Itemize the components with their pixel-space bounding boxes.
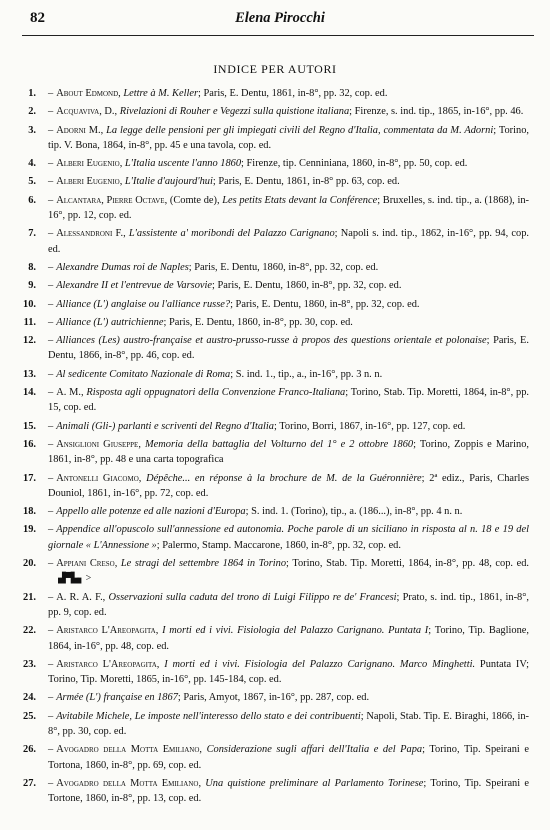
entry-number: 5.: [28, 176, 36, 188]
index-entry: [0, 742, 550, 773]
entry-dash: –: [48, 368, 54, 380]
entry-dash: –: [48, 298, 54, 310]
entry-separator: ,: [138, 438, 146, 450]
entry-details: ; Prato, s. ind. tip., 1861, in-8°, pp. 9, cop. ed.: [48, 591, 529, 618]
entry-number: 26.: [23, 744, 36, 756]
ink-stain-mark: ▟▀▙▖ ˃: [58, 573, 91, 585]
index-entry: [0, 278, 550, 293]
running-head: Elena Pirocchi: [235, 10, 325, 26]
entry-number: 17.: [23, 472, 36, 484]
index-entry: [0, 623, 550, 654]
entry-details: ; Paris, E. Dentu, 1860, in-8°, pp. 32, cop. ed.: [212, 280, 402, 292]
entry-title: Considerazione sugli affari dell'Italia e del Papa: [206, 744, 423, 756]
entry-dash: –: [48, 316, 54, 328]
entry-details: ; Torino, Tip. Speirani e Tortone, 1860, in-8°, pp. 13, cop. ed.: [48, 777, 530, 805]
entry-title: Osservazioni sulla caduta del trono di Luigi Filippo re de' Francesi: [108, 591, 397, 603]
entry-title: Avitabile Michele, Le imposte nell'interesso dello stato e dei contribuenti: [56, 710, 361, 722]
entry-title: Alexandre II et l'entrevue de Varsovie: [56, 280, 213, 292]
entry-separator: ,: [138, 472, 147, 484]
entry-title: Memoria della battaglia del Volturno del 1° e 2 ottobre 1860: [145, 438, 414, 450]
entry-separator: ,: [114, 106, 120, 118]
entry-title: Alliances (Les) austro-française et austro-prusso-russe à propos des questions orientale et polonaise: [56, 335, 487, 347]
entry-details: ; Paris, E. Dentu, 1861, in-8°, pp. 32, cop. ed.: [198, 88, 388, 99]
entry-title: Alexandre Dumas roi de Naples: [56, 261, 189, 273]
index-entry: [0, 709, 550, 740]
entry-title: Una quistione preliminare al Parlamento Torinese: [205, 777, 424, 789]
entry-dash: –: [48, 506, 54, 518]
entry-title: La legge delle pensioni per gli impiegati civili del Regno d'Italia, commentata da M. Adorni: [106, 124, 494, 136]
entry-dash: –: [48, 591, 54, 603]
entry-title: L'Italia uscente l'anno 1860: [124, 158, 242, 170]
entry-title: L'assistente a' moribondi del Palazzo Carignano: [128, 228, 335, 240]
entry-title: Animali (Gli-) parlanti e scriventi del Regno d'Italia: [56, 420, 274, 432]
entry-dash: –: [48, 387, 54, 399]
index-entry: [0, 419, 550, 434]
entry-dash: –: [48, 438, 54, 450]
entry-details: ; 2ª ediz., Paris, Charles Douniol, 1861, in-16°, pp. 72, cop. ed.: [48, 472, 529, 499]
entry-dash: –: [48, 335, 54, 347]
entry-number: 13.: [23, 368, 36, 380]
entry-author: Antonelli Giacomo: [56, 472, 139, 484]
index-entry: [0, 297, 550, 312]
entry-details: Puntata IV; Torino, Tip. Moretti, 1865, in-16°, pp. 145-184, cop. ed.: [48, 658, 529, 686]
entry-number: 10.: [23, 298, 36, 310]
entry-author: Alberi Eugenio: [56, 158, 120, 170]
entry-title: Les petits Etats devant la Conférence: [222, 194, 378, 206]
entry-prefix: A. R. A. F.,: [56, 591, 109, 603]
entry-number: 6.: [28, 194, 36, 206]
entry-number: 25.: [23, 710, 36, 722]
index-entry: [0, 437, 550, 468]
entry-number: 9.: [28, 280, 36, 292]
index-entry: [0, 367, 550, 382]
entry-details: ; Paris, E. Dentu, 1861, in-8° pp. 63, cop. ed.: [212, 176, 400, 188]
index-entry: [0, 556, 550, 587]
entry-number: 12.: [23, 335, 36, 347]
entry-number: 1.: [28, 88, 36, 99]
entry-details: ; Paris, Amyot, 1867, in-16°, pp. 287, cop. ed.: [177, 692, 370, 704]
entry-dash: –: [48, 194, 54, 206]
entry-separator: ,: [198, 777, 206, 789]
entry-title: Appendice all'opuscolo sull'annessione ed autonomia. Poche parole di un siciliano in risposta al n. 18 e 19 del giornale « L'Annessione »: [48, 524, 529, 551]
entry-dash: –: [48, 158, 54, 170]
index-entry: [0, 385, 550, 416]
entry-dash: –: [48, 558, 54, 570]
entry-number: 23.: [23, 658, 36, 670]
entry-title: I morti ed i vivi. Fisiologia del Palazzo Carignano. Marco Minghetti.: [164, 658, 476, 670]
entry-dash: –: [48, 710, 54, 722]
entry-number: 20.: [23, 558, 36, 570]
index-entry: [0, 226, 550, 257]
index-entry: [0, 174, 550, 189]
entry-author: Alcantara, Pierre Octave: [56, 194, 165, 206]
entry-details: ; Paris, E. Dentu, 1860, in-8°, pp. 32, cop. ed.: [230, 298, 420, 310]
entry-prefix: (Comte de),: [169, 194, 223, 206]
entry-dash: –: [48, 261, 54, 273]
index-entry: [0, 123, 550, 154]
entry-dash: –: [48, 658, 54, 670]
entry-title: Armée (L') française en 1867: [56, 692, 178, 704]
entry-dash: –: [48, 524, 54, 536]
entry-details: ; Torino, Tip. Baglione, 1864, in-16°, pp. 48, cop. ed.: [48, 625, 530, 652]
entry-number: 11.: [23, 316, 36, 328]
entry-separator: ,: [118, 88, 124, 99]
entry-number: 22.: [23, 625, 36, 637]
entry-dash: –: [48, 625, 54, 637]
entry-title: Alliance (L') anglaise ou l'alliance russe?: [56, 298, 231, 310]
entry-prefix: A. M.,: [56, 387, 87, 399]
entry-details: ; Napoli, Stab. Tip. E. Biraghi, 1866, in-8°, pp. 30, cop. ed.: [48, 710, 529, 738]
entry-dash: –: [48, 124, 54, 136]
entry-separator: ,: [119, 158, 125, 170]
entry-number: 24.: [23, 692, 36, 704]
entry-details: ; Torino, Stab. Tip. Moretti, 1864, in-8°, pp. 15, cop. ed.: [48, 387, 529, 414]
entry-title: Rivelazioni di Rouher e Vegezzi sulla quistione italiana: [119, 106, 350, 118]
entry-dash: –: [48, 472, 54, 484]
entry-dash: –: [48, 176, 54, 188]
entry-title: Risposta agli oppugnatori della Convenzione Franco-Italiana: [86, 387, 346, 399]
entry-number: 7.: [28, 228, 36, 240]
page-number: 82: [30, 10, 45, 26]
entry-number: 2.: [28, 106, 36, 118]
entry-author: About Edmond: [56, 88, 119, 99]
entry-details: ; Paris, E. Dentu, 1860, in-8°, pp. 30, cop. ed.: [163, 316, 353, 328]
entry-details: ; Palermo, Stamp. Maccarone, 1860, in-8°, pp. 32, cop. ed.: [156, 539, 401, 551]
entry-separator: ,: [164, 194, 170, 206]
page-header: [30, 10, 530, 30]
index-entry: [0, 333, 550, 364]
entry-author: Ansiglioni Giuseppe: [56, 438, 139, 450]
author-index-list: [0, 86, 550, 810]
entry-author: Appiani Creso: [56, 558, 115, 570]
entry-details: ; Torino, Borri, 1867, in-16°, pp. 127, cop. ed.: [274, 420, 466, 432]
entry-dash: –: [48, 420, 54, 432]
entry-author: Avogadro della Motta Emiliano: [56, 777, 199, 789]
entry-details: ; Torino, Zoppis e Marino, 1861, in-8°, pp. 48 e una carta topografica: [48, 438, 530, 466]
entry-details: ; Torino, Stab. Tip. Moretti, 1864, in-8°, pp. 48, cop. ed.: [286, 558, 530, 570]
entry-dash: –: [48, 777, 54, 789]
index-entry: [0, 260, 550, 275]
index-entry: [0, 104, 550, 119]
index-entry: [0, 690, 550, 705]
entry-details: ; Torino, Tip. Speirani e Tortona, 1860, in-8°, pp. 69, cop. ed.: [48, 744, 529, 771]
index-entry: [0, 193, 550, 224]
entry-number: 19.: [23, 524, 36, 536]
entry-author: Alberi Eugenio: [56, 176, 120, 188]
entry-title: Alliance (L') autrichienne: [56, 316, 164, 328]
entry-separator: ,: [114, 558, 121, 570]
entry-author: Alessandroni F.: [56, 228, 124, 240]
entry-dash: –: [48, 692, 54, 704]
entry-title: Appello alle potenze ed alle nazioni d'Europa: [56, 506, 246, 518]
entry-number: 27.: [23, 777, 36, 789]
index-entry: [0, 522, 550, 553]
entry-separator: ,: [119, 176, 125, 188]
entry-details: ; S. ind. 1., tip., a., in-16°, pp. 3 n. n.: [230, 368, 383, 380]
index-entry: [0, 590, 550, 621]
index-entry: [0, 504, 550, 519]
entry-details: ; Bruxelles, s. ind. tip., a. (1868), in-16°, pp. 12, cop. ed.: [48, 194, 529, 222]
entry-separator: ,: [155, 625, 163, 637]
entry-title: Al sedicente Comitato Nazionale di Roma: [56, 368, 231, 380]
entry-dash: –: [48, 280, 54, 292]
entry-details: ; Firenze, tip. Cenniniana, 1860, in-8°, pp. 50, cop. ed.: [241, 158, 468, 170]
entry-dash: –: [48, 106, 54, 118]
header-rule: [22, 35, 534, 36]
entry-separator: ,: [123, 228, 129, 240]
index-entry: [0, 471, 550, 502]
entry-details: ; Paris, E. Dentu, 1866, in-8°, pp. 46, cop. ed.: [48, 335, 529, 362]
entry-details: ; Paris, E. Dentu, 1860, in-8°, pp. 32, cop. ed.: [188, 261, 379, 273]
entry-title: Lettre à M. Keller: [123, 88, 199, 99]
entry-number: 4.: [28, 158, 36, 170]
entry-number: 3.: [28, 124, 36, 136]
entry-author: Acquaviva, D.: [56, 106, 115, 118]
entry-details: ; Firenze, s. ind. tip., 1865, in-16°, pp. 46.: [349, 106, 524, 118]
entry-title: Le stragi del settembre 1864 in Torino: [120, 558, 287, 570]
index-entry: [0, 776, 550, 807]
entry-dash: –: [48, 744, 54, 756]
entry-author: Aristarco L'Areopagita: [56, 658, 157, 670]
entry-author: Aristarco L'Areopagita: [56, 625, 156, 637]
entry-title: I morti ed i vivi. Fisiologia del Palazzo Carignano. Puntata I: [162, 625, 429, 637]
entry-separator: ,: [100, 124, 107, 136]
index-entry: [0, 315, 550, 330]
entry-number: 15.: [23, 420, 36, 432]
entry-details: ; Torino, tip. V. Bona, 1864, in-8°, pp. 45 e una tavola, cop. ed.: [48, 124, 529, 151]
entry-dash: –: [48, 228, 54, 240]
index-entry: [0, 657, 550, 688]
index-entry: [0, 86, 550, 101]
entry-number: 14.: [23, 387, 36, 399]
entry-separator: ,: [199, 744, 207, 756]
entry-number: 16.: [23, 438, 36, 450]
entry-details: ; Napoli s. ind. tip., 1862, in-16°, pp. 94, cop. ed.: [48, 228, 529, 255]
entry-author: Avogadro della Motta Emiliano: [56, 744, 200, 756]
entry-number: 21.: [23, 591, 36, 603]
index-entry: [0, 156, 550, 171]
entry-details: ; S. ind. 1. (Torino), tip., a. (186...), in-8°, pp. 4 n. n.: [245, 506, 463, 518]
entry-separator: ,: [156, 658, 165, 670]
entry-number: 18.: [23, 506, 36, 518]
entry-title: Dépêche... en réponse à la brochure de M. de la Guéronnière: [146, 472, 422, 484]
section-title: INDICE PER AUTORI: [213, 62, 337, 76]
entry-title: L'Italie d'aujourd'hui: [124, 176, 213, 188]
entry-author: Adorni M.: [56, 124, 101, 136]
entry-dash: –: [48, 88, 54, 99]
entry-number: 8.: [28, 261, 36, 273]
